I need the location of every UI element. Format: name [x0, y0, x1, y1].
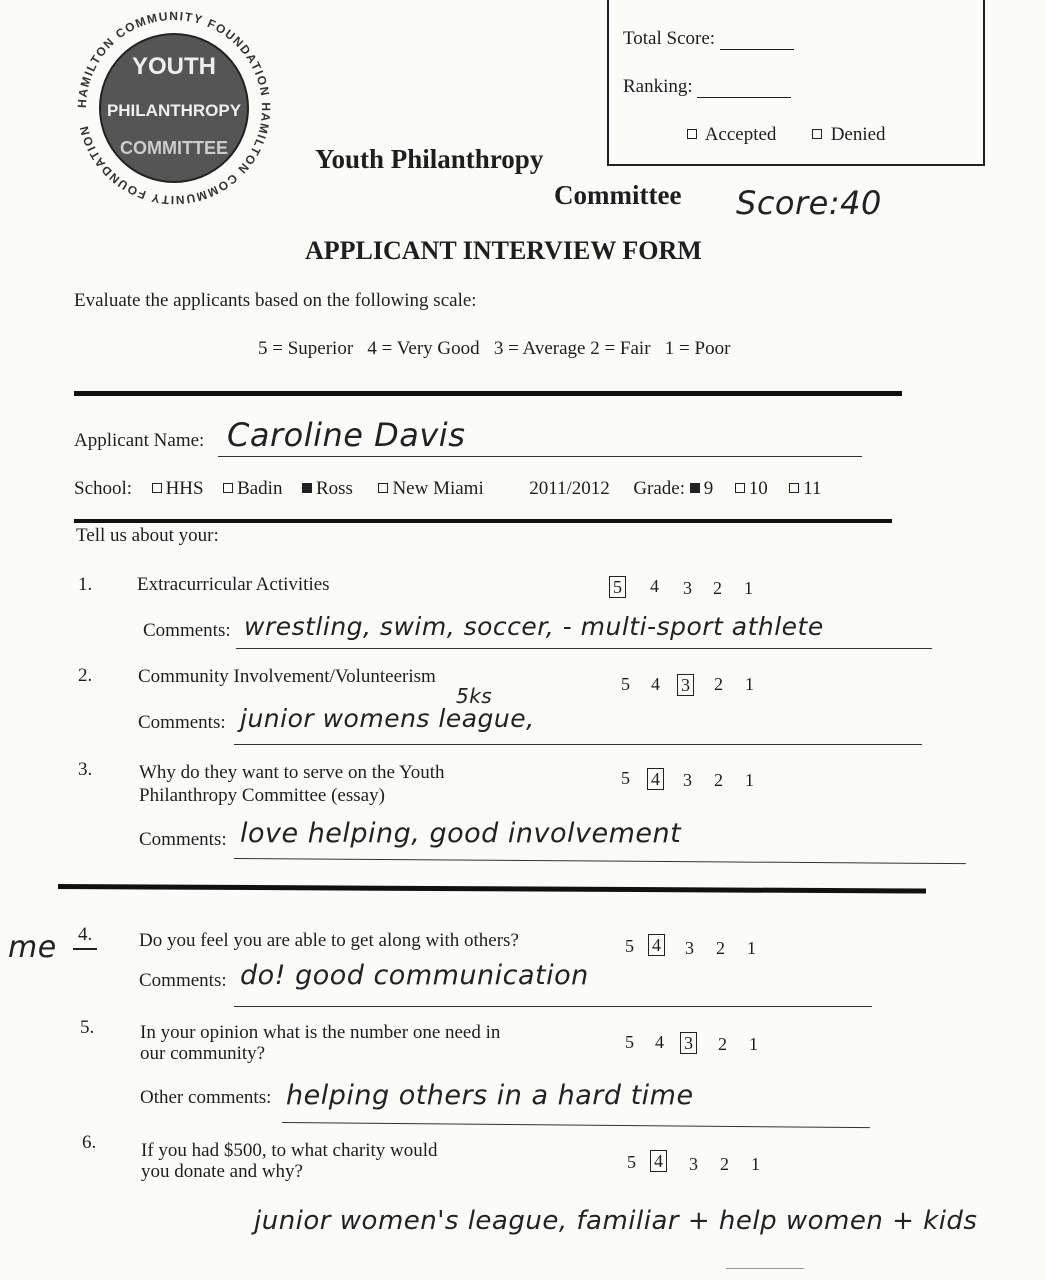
school-new-miami-label: New Miami	[392, 478, 484, 499]
title-line-1: Youth Philanthropy	[315, 144, 544, 174]
q3-comment[interactable]: love helping, good involvement	[240, 818, 682, 849]
scale-intro: Evaluate the applicants based on the following scale:	[74, 290, 477, 311]
q6-comment[interactable]: junior women's league, familiar + help women + kids	[254, 1206, 978, 1236]
q2-rating-2[interactable]: 2	[714, 674, 723, 694]
divider-middle	[58, 884, 926, 894]
q6-rating-1[interactable]: 1	[751, 1154, 760, 1174]
q6-rating-5[interactable]: 5	[627, 1152, 636, 1172]
accepted-checkbox[interactable]	[687, 129, 697, 139]
divider-school	[74, 519, 892, 523]
divider-top	[74, 391, 902, 396]
total-score-field[interactable]	[720, 33, 794, 50]
q1-rating-1[interactable]: 1	[744, 578, 753, 598]
grade-9-label: 9	[703, 478, 714, 499]
q3-rating-2[interactable]: 2	[714, 770, 723, 790]
q5-text-line1: In your opinion what is the number one need in	[140, 1022, 501, 1043]
ranking-label: Ranking:	[623, 76, 693, 97]
tell-us-label: Tell us about your:	[76, 525, 219, 546]
q4-rating-5[interactable]: 5	[625, 936, 634, 956]
page-bottom-mark	[726, 1268, 804, 1269]
q4-number: 4.	[78, 924, 93, 945]
q1-rating-2[interactable]: 2	[713, 578, 722, 598]
q2-rating-3[interactable]: 3	[677, 674, 694, 696]
form-title: APPLICANT INTERVIEW FORM	[305, 236, 702, 265]
q3-comment-line	[234, 858, 966, 864]
q5-comment[interactable]: helping others in a hard time	[286, 1080, 694, 1111]
logo-seal-icon	[72, 6, 277, 211]
q1-number: 1.	[78, 574, 93, 595]
q3-rating-3[interactable]: 3	[683, 770, 692, 790]
q5-rating-2[interactable]: 2	[718, 1034, 727, 1054]
scale-legend: 5 = Superior 4 = Very Good 3 = Average 2 = Fair 1 = Poor	[258, 338, 731, 359]
school-hhs-checkbox[interactable]	[152, 483, 162, 493]
q2-comment-label: Comments:	[138, 712, 226, 733]
applicant-name-line	[218, 456, 862, 457]
logo-philanthropy: PHILANTHROPY	[106, 101, 242, 120]
q3-text-line2: Philanthropy Committee (essay)	[139, 785, 385, 806]
logo-ring-text: HAMILTON COMMUNITY FOUNDATION HAMILTON COMMUNITY FOUNDATION	[74, 8, 274, 208]
q2-text: Community Involvement/Volunteerism	[138, 666, 436, 687]
school-ross-checkbox[interactable]	[302, 483, 312, 493]
q1-comment-line	[236, 648, 932, 649]
q5-rating-1[interactable]: 1	[749, 1034, 758, 1054]
q2-comment[interactable]: junior womens league,	[240, 704, 535, 733]
school-new-miami-checkbox[interactable]	[378, 483, 388, 493]
q5-rating-4[interactable]: 4	[655, 1032, 664, 1052]
q1-rating-4[interactable]: 4	[650, 576, 659, 596]
handwritten-score: Score:40	[736, 184, 882, 222]
denied-checkbox[interactable]	[812, 129, 822, 139]
ranking-field[interactable]	[697, 81, 791, 98]
applicant-label: Applicant Name:	[74, 430, 205, 451]
applicant-name-value[interactable]: Caroline Davis	[227, 416, 466, 454]
q6-rating-3[interactable]: 3	[689, 1154, 698, 1174]
q1-comment[interactable]: wrestling, swim, soccer, - multi-sport athlete	[244, 612, 824, 641]
q2-rating-5[interactable]: 5	[621, 674, 630, 694]
q4-rating-1[interactable]: 1	[747, 938, 756, 958]
grade-9-checkbox[interactable]	[690, 483, 700, 493]
title-line-2: Committee	[554, 180, 682, 210]
q1-rating-5[interactable]: 5	[609, 576, 626, 598]
q3-comment-label: Comments:	[139, 829, 227, 850]
q5-comment-label: Other comments:	[140, 1087, 272, 1108]
grade-10-label: 10	[748, 478, 768, 499]
q1-rating-3[interactable]: 3	[683, 578, 692, 598]
school-year: 2011/2012	[529, 478, 610, 499]
q6-text-line1: If you had $500, to what charity would	[141, 1140, 438, 1161]
accepted-label: Accepted	[704, 124, 777, 145]
q3-rating-4[interactable]: 4	[647, 768, 664, 790]
grade-11-label: 11	[803, 478, 822, 499]
q5-rating-5[interactable]: 5	[625, 1032, 634, 1052]
grade-11-checkbox[interactable]	[789, 483, 799, 493]
q6-rating-2[interactable]: 2	[720, 1154, 729, 1174]
q3-rating-5[interactable]: 5	[621, 768, 630, 788]
school-badin-checkbox[interactable]	[223, 483, 233, 493]
q2-comment-line	[234, 744, 922, 745]
q1-text: Extracurricular Activities	[137, 574, 330, 595]
denied-label: Denied	[830, 124, 886, 145]
q3-rating-1[interactable]: 1	[745, 770, 754, 790]
q1-comment-label: Comments:	[143, 620, 231, 641]
school-row	[74, 478, 822, 500]
foundation-logo	[72, 6, 277, 211]
q6-rating-4[interactable]: 4	[650, 1150, 667, 1172]
q3-number: 3.	[78, 759, 93, 780]
school-hhs-label: HHS	[165, 478, 204, 499]
score-panel	[607, 0, 985, 166]
q4-rating-2[interactable]: 2	[716, 938, 725, 958]
q5-text-line2: our community?	[140, 1043, 266, 1064]
margin-note: me	[8, 930, 57, 965]
q5-number: 5.	[80, 1017, 95, 1038]
q4-comment[interactable]: do! good communication	[240, 960, 589, 991]
school-badin-label: Badin	[237, 478, 283, 499]
q4-text: Do you feel you are able to get along with others?	[139, 930, 519, 951]
q5-rating-3[interactable]: 3	[680, 1032, 697, 1054]
grade-label: Grade:	[633, 478, 686, 499]
margin-note-dash	[73, 948, 97, 950]
school-label: School:	[74, 478, 133, 499]
q6-number: 6.	[82, 1132, 97, 1153]
q6-text-line2: you donate and why?	[141, 1161, 303, 1182]
q5-comment-line	[282, 1122, 870, 1128]
q3-text-line1: Why do they want to serve on the Youth	[139, 762, 445, 783]
q2-rating-4[interactable]: 4	[651, 674, 660, 694]
q2-comment-extra: 5ks	[456, 684, 493, 708]
logo-committee: COMMITTEE	[120, 138, 228, 158]
school-ross-label: Ross	[315, 478, 353, 499]
q2-rating-1[interactable]: 1	[745, 674, 754, 694]
total-score-label: Total Score:	[623, 28, 716, 49]
q4-comment-line	[234, 1006, 872, 1007]
q4-rating-4[interactable]: 4	[648, 934, 665, 956]
q4-comment-label: Comments:	[139, 970, 227, 991]
grade-10-checkbox[interactable]	[735, 483, 745, 493]
q4-rating-3[interactable]: 3	[685, 938, 694, 958]
logo-youth: YOUTH	[132, 53, 216, 80]
q2-number: 2.	[78, 665, 93, 686]
